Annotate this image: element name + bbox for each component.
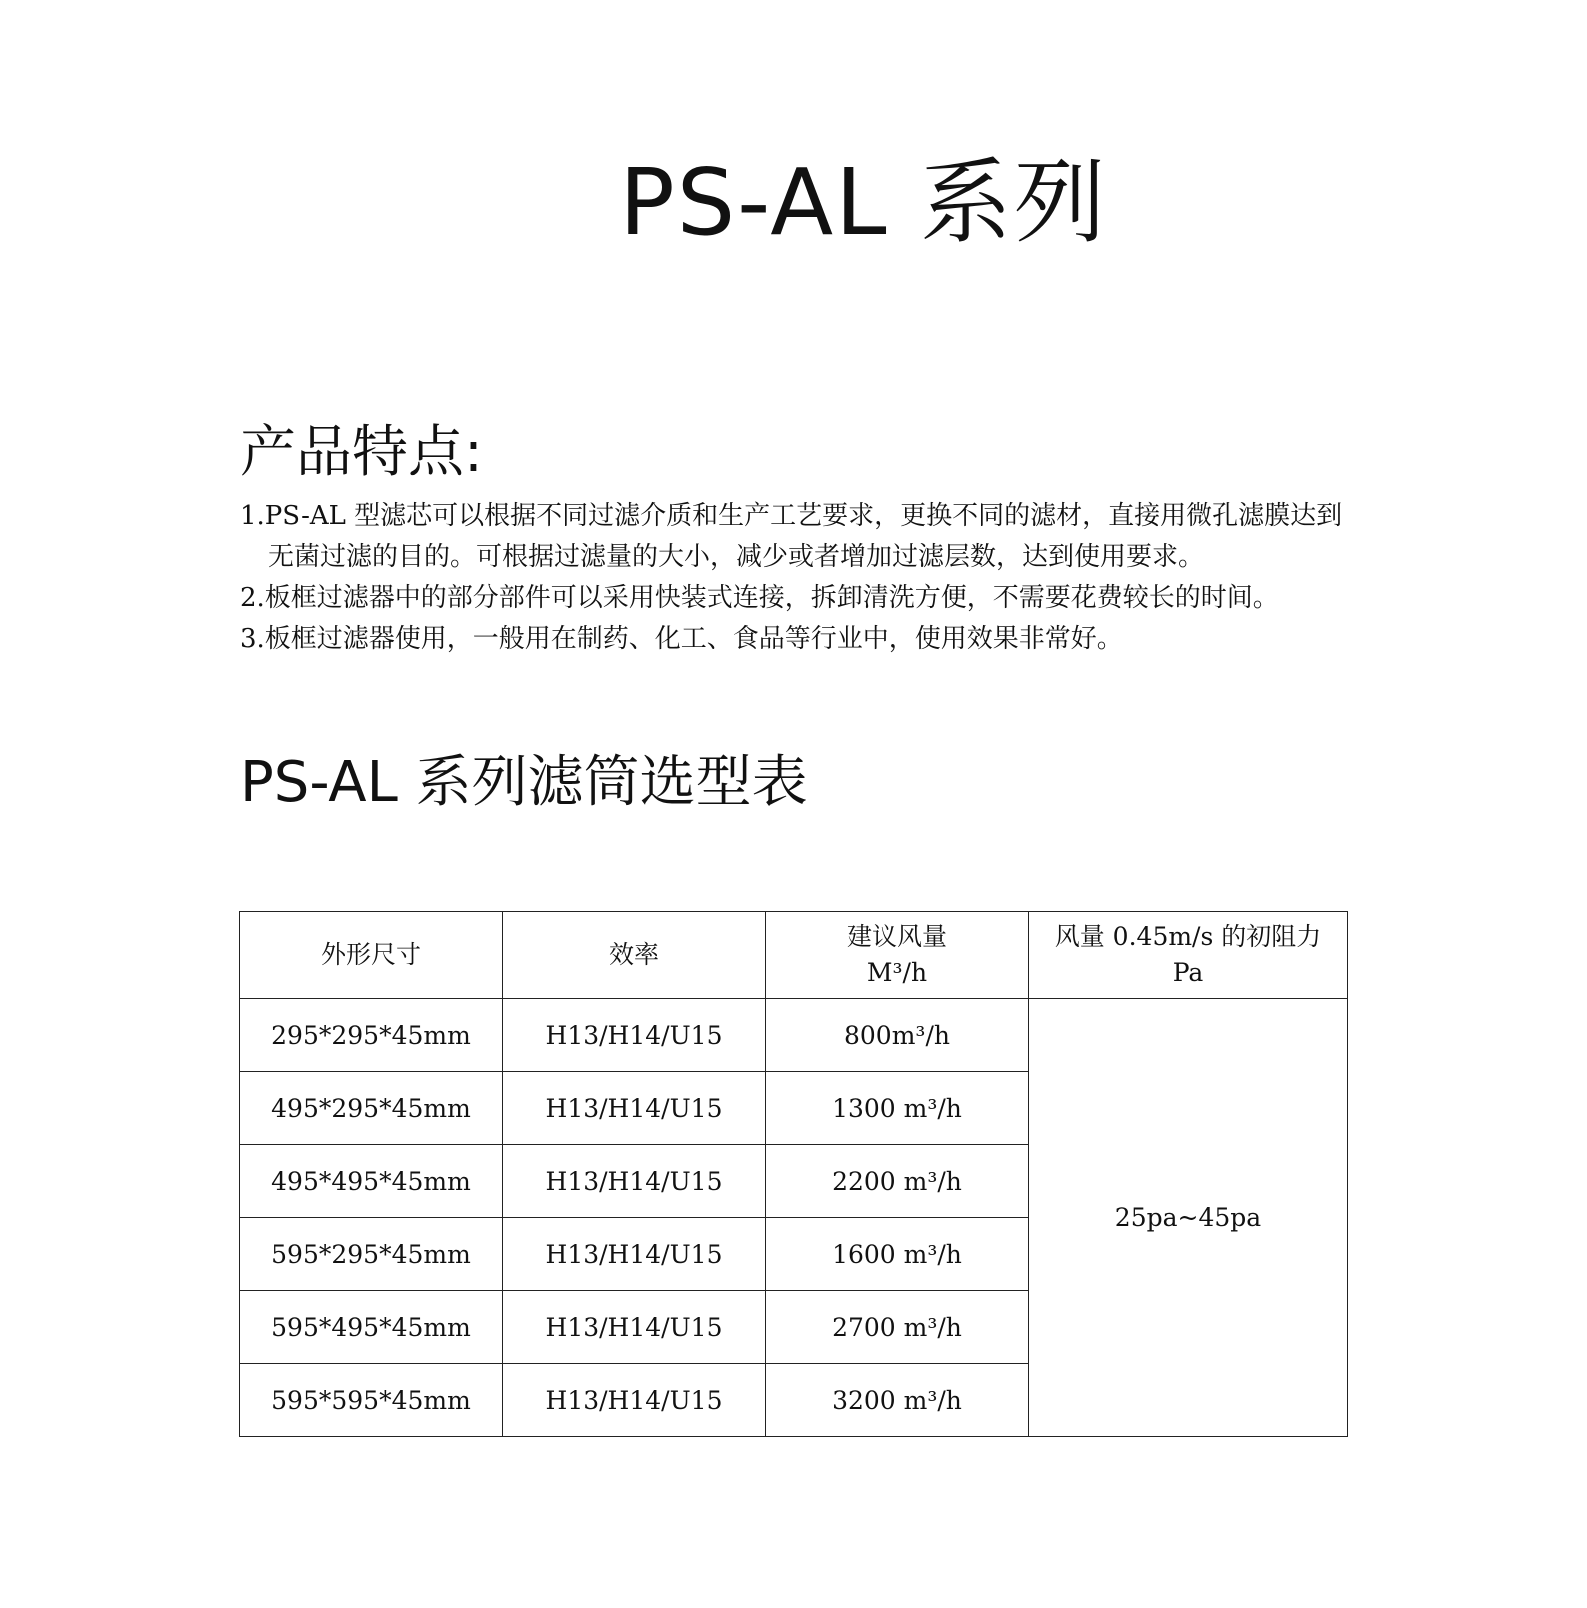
cell-airflow: 1600 m³/h	[766, 1218, 1029, 1291]
page-title: PS-AL 系列	[619, 149, 1108, 256]
cell-airflow: 2700 m³/h	[766, 1291, 1029, 1364]
feature-item: 1.PS-AL 型滤芯可以根据不同过滤介质和生产工艺要求，更换不同的滤材，直接用微孔滤膜达到无菌过滤的目的。可根据过滤量的大小，减少或者增加过滤层数，达到使用要求。	[240, 501, 1343, 572]
header-resistance-unit: Pa	[1172, 958, 1204, 987]
cell-airflow: 2200 m³/h	[766, 1145, 1029, 1218]
header-size: 外形尺寸	[240, 912, 503, 999]
header-resistance-label: 风量 0.45m/s 的初阻力	[1054, 922, 1322, 951]
cell-airflow: 3200 m³/h	[766, 1364, 1029, 1437]
features-heading: 产品特点:	[240, 420, 483, 485]
features-list	[240, 496, 1350, 660]
header-airflow-unit: M³/h	[866, 958, 928, 987]
cell-airflow: 1300 m³/h	[766, 1072, 1029, 1145]
table-header-row	[240, 912, 1348, 999]
cell-efficiency: H13/H14/U15	[503, 1145, 766, 1218]
cell-efficiency: H13/H14/U15	[503, 1364, 766, 1437]
selection-table	[239, 911, 1348, 1437]
cell-resistance: 25pa~45pa	[1029, 999, 1348, 1437]
cell-efficiency: H13/H14/U15	[503, 1218, 766, 1291]
header-airflow-label: 建议风量	[846, 922, 947, 951]
feature-item: 2.板框过滤器中的部分部件可以采用快装式连接，拆卸清洗方便，不需要花费较长的时间。	[240, 583, 1279, 613]
table-row	[240, 999, 1348, 1072]
feature-item: 3.板框过滤器使用，一般用在制药、化工、食品等行业中，使用效果非常好。	[240, 624, 1123, 654]
cell-size: 595*595*45mm	[240, 1364, 503, 1437]
header-efficiency: 效率	[503, 912, 766, 999]
table-heading: PS-AL 系列滤筒选型表	[240, 750, 808, 815]
cell-size: 595*495*45mm	[240, 1291, 503, 1364]
cell-efficiency: H13/H14/U15	[503, 1291, 766, 1364]
cell-size: 495*295*45mm	[240, 1072, 503, 1145]
cell-size: 295*295*45mm	[240, 999, 503, 1072]
cell-efficiency: H13/H14/U15	[503, 999, 766, 1072]
cell-airflow: 800m³/h	[766, 999, 1029, 1072]
cell-efficiency: H13/H14/U15	[503, 1072, 766, 1145]
cell-size: 495*495*45mm	[240, 1145, 503, 1218]
header-resistance	[1029, 912, 1348, 999]
cell-size: 595*295*45mm	[240, 1218, 503, 1291]
header-airflow	[766, 912, 1029, 999]
